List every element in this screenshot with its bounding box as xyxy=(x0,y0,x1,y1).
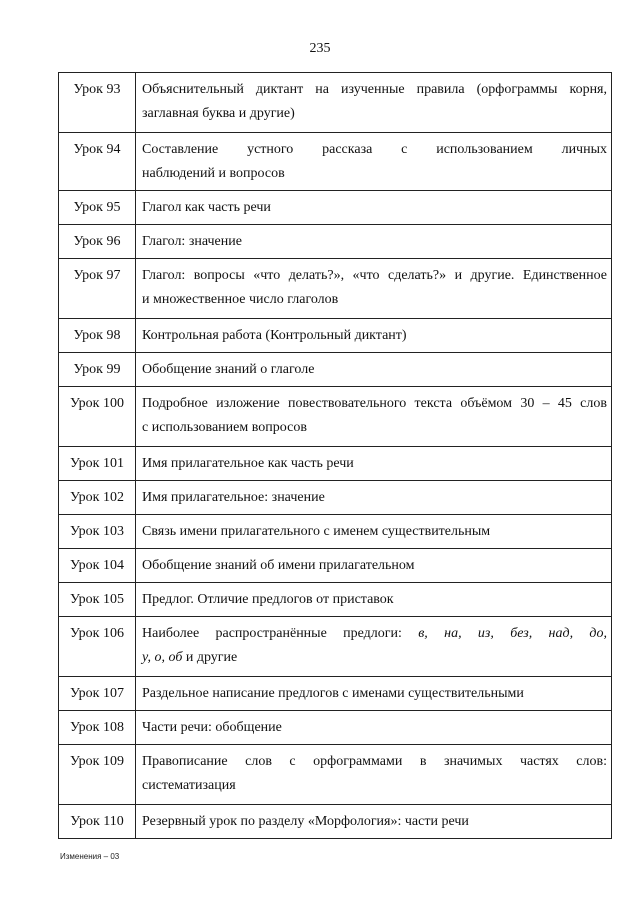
topic-line: Правописание слов с орфограммами в значимых частях слов: xyxy=(142,754,607,769)
table-row xyxy=(59,481,612,515)
topic-line: Контрольная работа (Контрольный диктант) xyxy=(142,328,407,343)
topic-text: и другие xyxy=(185,650,238,665)
table-row xyxy=(59,133,612,191)
table-row xyxy=(59,447,612,481)
lesson-topic xyxy=(136,583,612,617)
lesson-topic xyxy=(136,711,612,745)
lesson-number: Урок 97 xyxy=(59,259,136,319)
lesson-topic xyxy=(136,353,612,387)
topic-line: Обобщение знаний о глаголе xyxy=(142,362,315,377)
topic-line: Объяснительный диктант на изученные правила (орфограммы корня, xyxy=(142,82,607,97)
lesson-number: Урок 99 xyxy=(59,353,136,387)
lesson-number: Урок 109 xyxy=(59,745,136,805)
lesson-number: Урок 108 xyxy=(59,711,136,745)
page-number: 235 xyxy=(309,41,331,56)
lesson-topic xyxy=(136,191,612,225)
topic-line: Имя прилагательное: значение xyxy=(142,490,325,505)
lesson-topic xyxy=(136,677,612,711)
table-row xyxy=(59,73,612,133)
lesson-topic xyxy=(136,805,612,839)
topic-line: Глагол: вопросы «что делать?», «что сделать?» и другие. Единственное xyxy=(142,268,607,283)
topic-line: Глагол как часть речи xyxy=(142,200,271,215)
lesson-topic xyxy=(136,447,612,481)
lesson-topic xyxy=(136,225,612,259)
topic-line: Обобщение знаний об имени прилагательном xyxy=(142,558,415,573)
table-row xyxy=(59,583,612,617)
lesson-number: Урок 98 xyxy=(59,319,136,353)
topic-line: Связь имени прилагательного с именем существительным xyxy=(142,524,491,539)
topic-line: Раздельное написание предлогов с именами существительными xyxy=(142,686,524,701)
lesson-topic xyxy=(136,515,612,549)
topic-line: Имя прилагательное как часть речи xyxy=(142,456,354,471)
topic-line: наблюдений и вопросов xyxy=(142,166,285,181)
lesson-topic xyxy=(136,745,612,805)
lesson-topic xyxy=(136,259,612,319)
lesson-topic xyxy=(136,387,612,447)
lesson-table xyxy=(58,72,612,839)
topic-line: Части речи: обобщение xyxy=(142,720,282,735)
table-row xyxy=(59,259,612,319)
table-row xyxy=(59,191,612,225)
table-row xyxy=(59,225,612,259)
lesson-number: Урок 96 xyxy=(59,225,136,259)
table-row xyxy=(59,745,612,805)
topic-line: Предлог. Отличие предлогов от приставок xyxy=(142,592,394,607)
table-row xyxy=(59,805,612,839)
lesson-topic xyxy=(136,133,612,191)
topic-line: с использованием вопросов xyxy=(142,420,307,435)
footer-revision-note: Изменения – 03 xyxy=(60,852,120,861)
topic-line: Резервный урок по разделу «Морфология»: части речи xyxy=(142,814,469,829)
lesson-number: Урок 93 xyxy=(59,73,136,133)
lesson-topic xyxy=(136,549,612,583)
lesson-number: Урок 101 xyxy=(59,447,136,481)
topic-line: и множественное число глаголов xyxy=(142,292,339,307)
topic-line: Глагол: значение xyxy=(142,234,242,249)
lesson-number: Урок 103 xyxy=(59,515,136,549)
lesson-number: Урок 106 xyxy=(59,617,136,677)
topic-line: Подробное изложение повествовательного текста объёмом 30 – 45 слов xyxy=(142,396,607,411)
topic-line xyxy=(142,622,607,646)
table-row xyxy=(59,617,612,677)
topic-text: Наиболее распространённые предлоги: xyxy=(142,626,402,641)
preposition-list: в, на, из, без, над, до, xyxy=(418,626,607,641)
table-row xyxy=(59,549,612,583)
lesson-topic xyxy=(136,319,612,353)
table-row xyxy=(59,515,612,549)
lesson-topic xyxy=(136,73,612,133)
lesson-topic xyxy=(136,481,612,515)
table-row xyxy=(59,711,612,745)
lesson-number: Урок 107 xyxy=(59,677,136,711)
lesson-number: Урок 100 xyxy=(59,387,136,447)
table-row xyxy=(59,353,612,387)
table-row xyxy=(59,319,612,353)
lesson-topic xyxy=(136,617,612,677)
preposition-list: у, о, об xyxy=(142,650,183,665)
lesson-number: Урок 95 xyxy=(59,191,136,225)
lesson-number: Урок 104 xyxy=(59,549,136,583)
table-row xyxy=(59,677,612,711)
topic-line: систематизация xyxy=(142,778,236,793)
lesson-number: Урок 102 xyxy=(59,481,136,515)
topic-line: Составление устного рассказа с использованием личных xyxy=(142,142,607,157)
topic-line xyxy=(142,646,607,670)
table-row xyxy=(59,387,612,447)
lesson-number: Урок 110 xyxy=(59,805,136,839)
lesson-number: Урок 105 xyxy=(59,583,136,617)
topic-line: заглавная буква и другие) xyxy=(142,106,295,121)
lesson-number: Урок 94 xyxy=(59,133,136,191)
